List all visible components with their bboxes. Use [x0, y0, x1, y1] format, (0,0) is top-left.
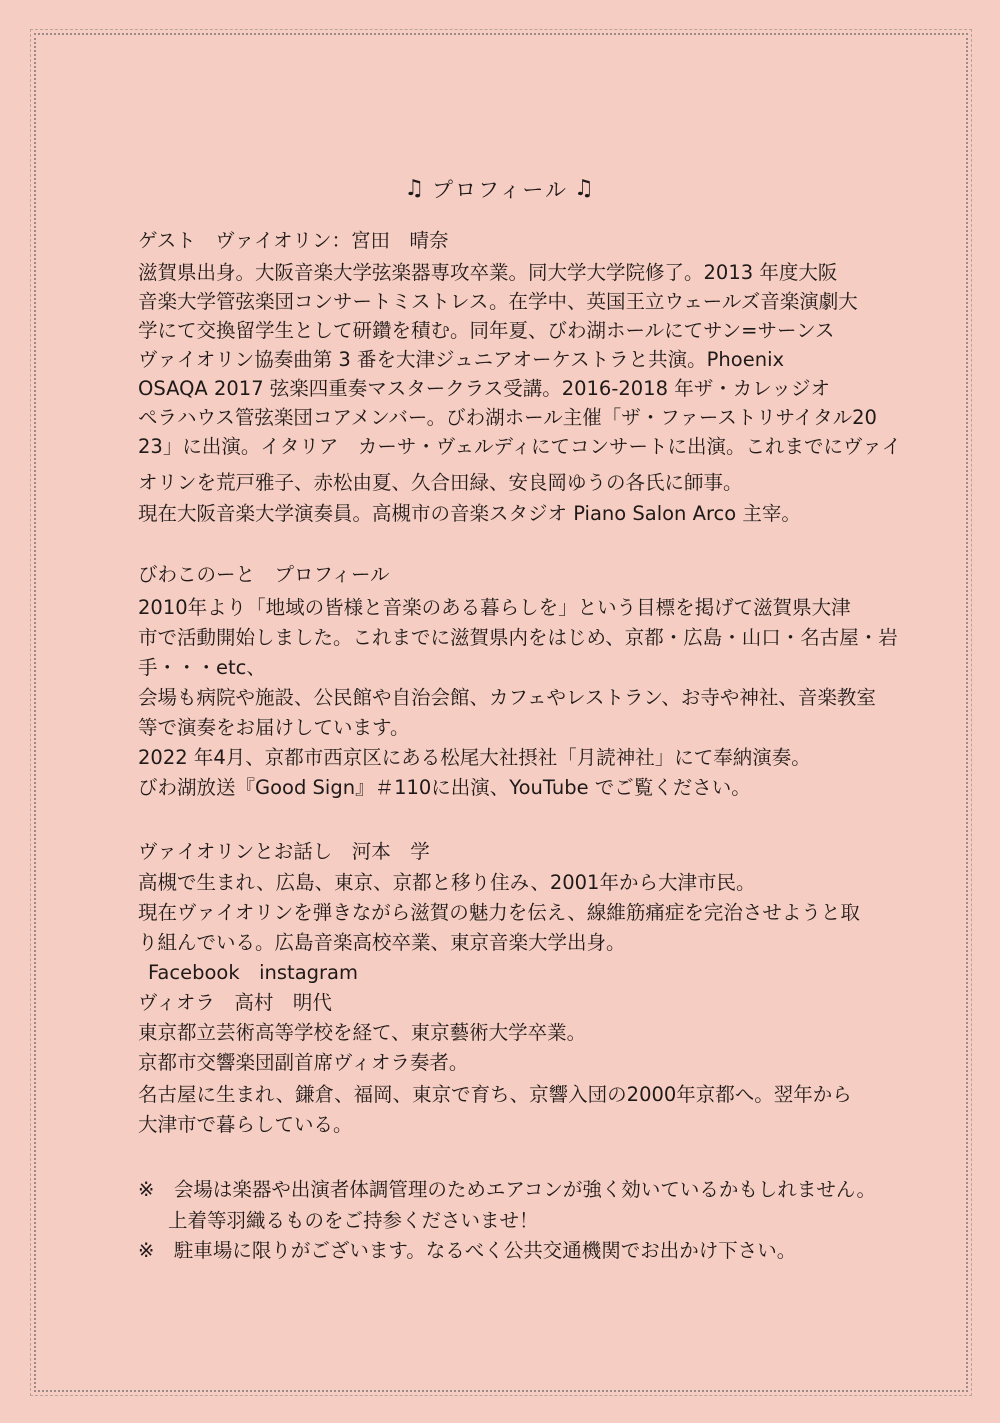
text-line: びわ湖放送『Good Sign』＃110に出演、YouTube でご覧ください。 — [138, 776, 751, 799]
text-line: オリンを荒戸雅子、赤松由夏、久合田緑、安良岡ゆうの各氏に師事。 — [138, 471, 743, 494]
social-links[interactable]: Facebook instagram — [148, 961, 358, 984]
title-text: プロフィール — [432, 178, 568, 202]
note-parking: ※ 駐車場に限りがございます。なるべく公共交通機関でお出かけ下さい。 — [138, 1239, 797, 1262]
note-aircon: ※ 会場は楽器や出演者体調管理のためエアコンが強く効いているかもしれません。 — [138, 1178, 877, 1201]
text-line: り組んでいる。広島音楽高校卒業、東京音楽大学出身。 — [138, 931, 626, 954]
text-line: 東京都立芸術高等学校を経て、東京藝術大学卒業。 — [138, 1021, 587, 1044]
text-line: 学にて交換留学生として研鑽を積む。同年夏、びわ湖ホールにてサン=サーンス — [138, 319, 835, 342]
section-heading-biwakonote: びわこのーと プロフィール — [138, 563, 390, 586]
text-line: 市で活動開始しました。これまでに滋賀県内をはじめ、京都・広島・山口・名古屋・岩 — [138, 626, 898, 649]
note-aircon-continued: 上着等羽織るものをご持参くださいませ！ — [168, 1209, 539, 1232]
text-line: 音楽大学管弦楽団コンサートミストレス。在学中、英国王立ウェールズ音楽演劇大 — [138, 290, 858, 313]
text-line: 名古屋に生まれ、鎌倉、福岡、東京で育ち、京響入団の2000年京都へ。翌年から — [138, 1083, 852, 1106]
text-line: 2022 年4月、京都市西京区にある松尾大社摂社「月読神社」にて奉納演奏。 — [138, 746, 811, 769]
text-line: 現在大阪音楽大学演奏員。高槻市の音楽スタジオ Piano Salon Arco 主宰。 — [138, 502, 801, 525]
text-line: 高槻で生まれ、広島、東京、京都と移り住み、2001年から大津市民。 — [138, 871, 756, 894]
section-heading-guest: ゲスト ヴァイオリン：宮田 晴奈 — [138, 229, 449, 252]
page-title — [385, 174, 615, 204]
text-line: OSAQA 2017 弦楽四重奏マスタークラス受講。2016-2018 年ザ・カレッジオ — [138, 377, 831, 400]
text-line: 等で演奏をお届けしています。 — [138, 716, 410, 739]
text-line: 京都市交響楽団副首席ヴィオラ奏者。 — [138, 1051, 469, 1074]
text-line: ペラハウス管弦楽団コアメンバー。びわ湖ホール主催「ザ・ファーストリサイタル20 — [138, 406, 877, 429]
text-line: 会場も病院や施設、公民館や自治会館、カフェやレストラン、お寺や神社、音楽教室 — [138, 686, 876, 709]
text-line: 滋賀県出身。大阪音楽大学弦楽器専攻卒業。同大学大学院修了。2013 年度大阪 — [138, 261, 838, 284]
section-heading-kawamoto: ヴァイオリンとお話し 河本 学 — [138, 840, 430, 863]
section-heading-takamura: ヴィオラ 高村 明代 — [138, 991, 332, 1014]
music-notes-icon: ♫ — [404, 176, 427, 201]
text-line: 現在ヴァイオリンを弾きながら滋賀の魅力を伝え、線維筋痛症を完治させようと取 — [138, 901, 860, 924]
text-line: 2010年より「地域の皆様と音楽のある暮らしを」という目標を掲げて滋賀県大津 — [138, 596, 851, 619]
text-line: 23」に出演。イタリア カーサ・ヴェルディにてコンサートに出演。これまでにヴァイ — [138, 435, 902, 458]
text-line: ヴァイオリン協奏曲第 3 番を大津ジュニアオーケストラと共演。Phoenix — [138, 348, 785, 371]
text-line: 大津市で暮らしている。 — [138, 1113, 353, 1136]
text-line: 手・・・etc、 — [138, 656, 266, 679]
music-notes-icon: ♫ — [573, 176, 596, 201]
